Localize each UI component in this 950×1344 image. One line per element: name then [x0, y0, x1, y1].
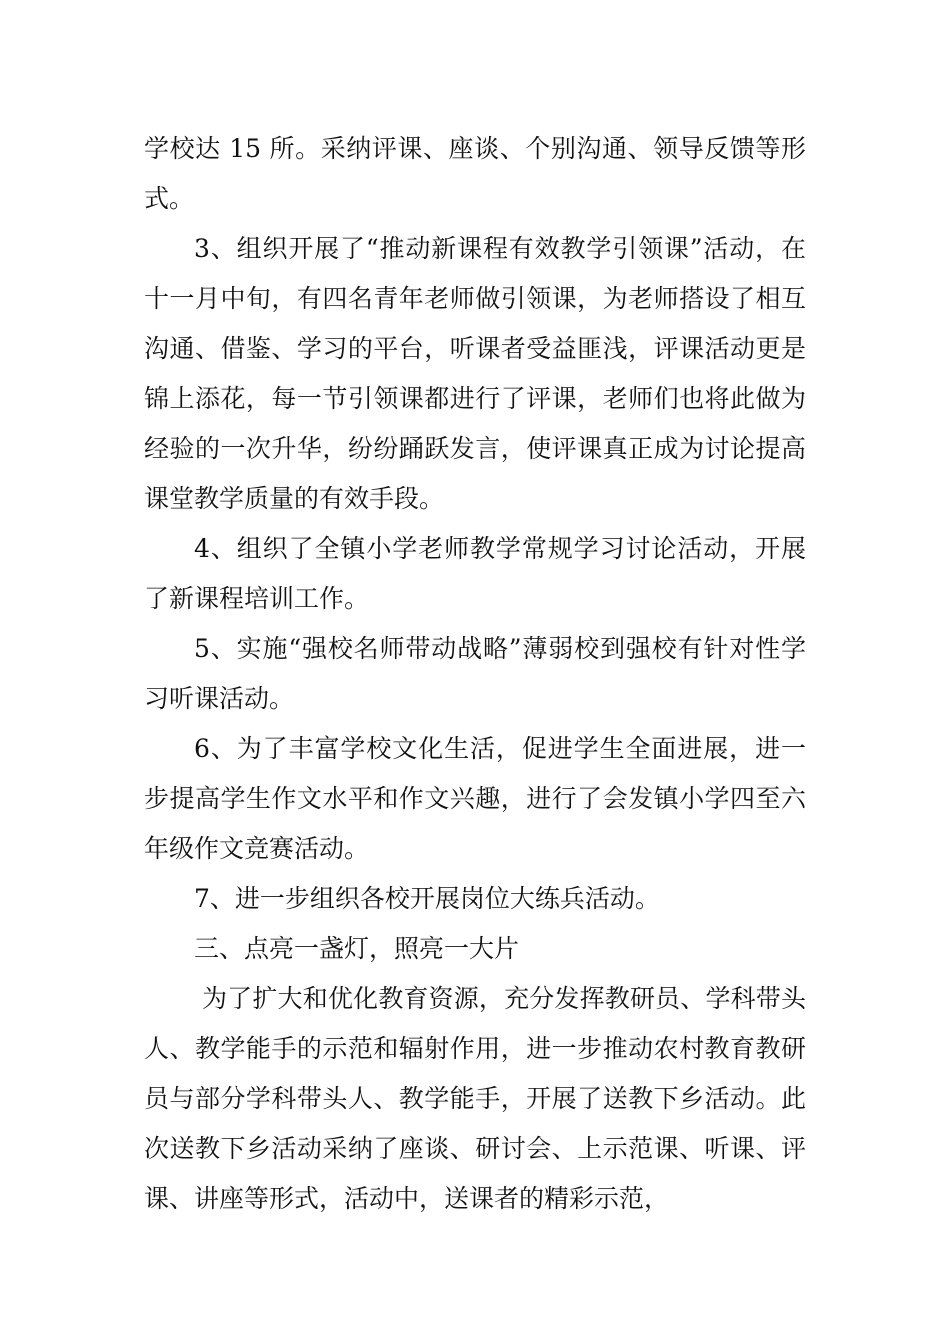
- section-heading-3: 三、点亮一盏灯，照亮一大片: [194, 934, 520, 963]
- paragraph-continuation: 学校达 15 所。采纳评课、座谈、个别沟通、领导反馈等形式。: [144, 134, 806, 213]
- paragraph-section-3-body: 为了扩大和优化教育资源，充分发挥教研员、学科带头人、教学能手的示范和辐射作用，进一步推动农村教育教研员与部分学科带头人、教学能手，开展了送教下乡活动。此次送教下乡活动采纳了座谈、研讨会、上示范课、听课、评课、讲座等形式，活动中，送课者的精彩示范，: [144, 984, 806, 1213]
- document-body: [144, 124, 806, 1224]
- paragraph-item-4: 4、组织了全镇小学老师教学常规学习讨论活动，开展了新课程培训工作。: [144, 534, 806, 613]
- paragraph-item-7: 7、进一步组织各校开展岗位大练兵活动。: [194, 884, 660, 913]
- paragraph-item-6: 6、为了丰富学校文化生活，促进学生全面进展，进一步提高学生作文水平和作文兴趣，进行了会发镇小学四至六年级作文竞赛活动。: [144, 734, 806, 863]
- paragraph-item-3: 3、组织开展了“推动新课程有效教学引领课”活动，在十一月中旬，有四名青年老师做引领课，为老师搭设了相互沟通、借鉴、学习的平台，听课者受益匪浅，评课活动更是锦上添花，每一节引领课都进行了评课，老师们也将此做为经验的一次升华，纷纷踊跃发言，使评课真正成为讨论提高课堂教学质量的有效手段。: [144, 234, 806, 513]
- paragraph-item-5: 5、实施“强校名师带动战略”薄弱校到强校有针对性学习听课活动。: [144, 634, 806, 713]
